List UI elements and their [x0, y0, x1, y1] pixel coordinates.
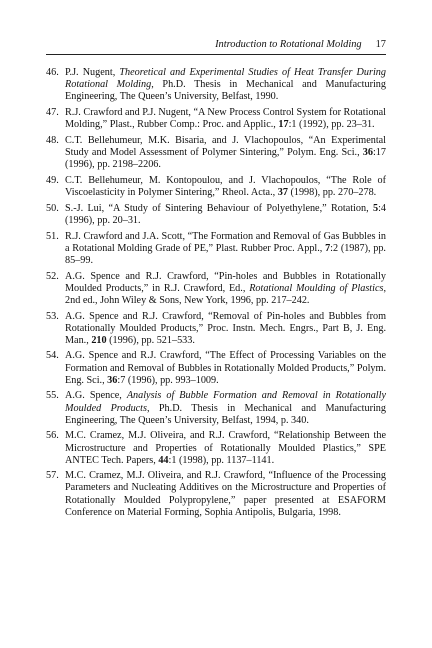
reference-text [65, 470, 386, 517]
reference-segment: A.G. Spence and R.J. Crawford, “The Effect of Processing Variables on the Formation and Removal of Bubbles in Rotationally Molded Products,” Polym. Eng. Sci., [65, 350, 386, 386]
reference-text [65, 135, 386, 170]
reference-segment: S.-J. Lui, “A Study of Sintering Behaviour of Polyethylene,” Rotation, [65, 202, 373, 214]
reference-item [46, 271, 386, 307]
reference-number: 47. [46, 106, 59, 118]
reference-number: 51. [46, 230, 59, 242]
reference-segment: :7 (1996), pp. 993–1009. [117, 374, 219, 386]
reference-text [65, 107, 386, 130]
reference-number: 49. [46, 174, 59, 186]
reference-segment: R.J. Crawford and P.J. Nugent, “A New Process Control System for Rotational Molding,” Plast., Rubber Comp.: Proc. and Applic., [65, 106, 386, 131]
reference-volume: 36 [107, 374, 118, 386]
reference-volume: 210 [91, 334, 107, 346]
reference-item [46, 311, 386, 347]
reference-item [46, 430, 386, 466]
reference-segment: A.G. Spence and R.J. Crawford, “Pin-holes and Bubbles in Rotationally Moulded Products,” in R.J. Crawford, Ed., [65, 270, 386, 294]
reference-segment: C.T. Bellehumeur, M.K. Bisaria, and J. Vlachopoulos, “An Experimental Study and Model Assessment of Polymer Sintering,” Polym. Eng. Sci., [65, 134, 386, 158]
reference-number: 54. [46, 350, 59, 362]
reference-segment: M.C. Cramez, M.J. Oliveira, and R.J. Crawford, “Influence of the Processing Parameters and Nucleating Additives on the Microstructure and Properties of Rotationally Moulded Polypropylene,” paper presented at ESAFORM Conference on Material Forming, Sophia Antipolis, Bulgaria, 1998. [65, 470, 386, 518]
reference-number: 53. [46, 310, 59, 322]
running-title: Introduction to Rotational Molding [215, 39, 362, 50]
reference-title-italic: Theoretical and Experimental Studies of Heat Transfer During Rotational Molding [65, 67, 386, 91]
reference-volume: 7 [325, 242, 331, 254]
reference-text [65, 203, 386, 226]
reference-number: 52. [46, 270, 59, 282]
reference-title-italic: Analysis of Bubble Formation and Removal in Rotationally Moulded Products [65, 390, 386, 414]
reference-item [46, 67, 386, 103]
reference-item [46, 203, 386, 227]
reference-segment: :2 (1987), pp. 85–99. [65, 242, 386, 266]
reference-text [65, 271, 386, 306]
reference-item [46, 175, 386, 199]
reference-volume: 37 [277, 186, 288, 198]
reference-item [46, 390, 386, 426]
reference-item [46, 470, 386, 518]
reference-number: 46. [46, 67, 59, 78]
running-header [46, 38, 386, 55]
reference-segment: , Ph.D. Thesis in Mechanical and Manufacturing Engineering, The Queen’s University, Belfast, 1990. [65, 79, 386, 103]
reference-item [46, 350, 386, 386]
reference-segment: R.J. Crawford and J.A. Scott, “The Formation and Removal of Gas Bubbles in a Rotational Molding Grade of PE,” Plast. Rubber Proc. Appl., [65, 230, 386, 254]
reference-text [65, 231, 386, 266]
reference-segment: P.J. Nugent, [65, 67, 120, 78]
reference-volume: 36 [362, 146, 373, 158]
reference-list [46, 67, 386, 522]
reference-text [65, 311, 386, 346]
reference-segment: (1998), pp. 270–278. [287, 186, 377, 198]
reference-segment: :1 (1998), pp. 1137–1141. [168, 454, 275, 466]
reference-segment: M.C. Cramez, M.J. Oliveira, and R.J. Crawford, “Relationship Between the Microstructure and Properties of Rotationally Moulded Plastics,” SPE ANTEC Tech. Papers, [65, 430, 386, 466]
reference-text [65, 390, 386, 425]
reference-item [46, 135, 386, 171]
reference-segment: , Ph.D. Thesis in Mechanical and Manufacturing Engineering, The Queen’s University, Belfast, 1994, p. 340. [65, 402, 386, 426]
page-number: 17 [375, 39, 386, 50]
reference-item [46, 107, 386, 131]
reference-number: 55. [46, 390, 59, 402]
reference-number: 57. [46, 470, 59, 482]
reference-number: 50. [46, 202, 59, 214]
reference-item [46, 231, 386, 267]
reference-segment: :1 (1992), pp. 23–31. [288, 119, 375, 131]
reference-segment: C.T. Bellehumeur, M. Kontopoulou, and J. Vlachopoulos, “The Role of Viscoelasticity in Polymer Sintering,” Rheol. Acta., [65, 174, 386, 198]
reference-segment: , 2nd ed., John Wiley & Sons, New York, 1996, pp. 217–242. [65, 282, 386, 306]
reference-volume: 44 [158, 454, 169, 466]
reference-number: 48. [46, 134, 59, 146]
reference-segment: A.G. Spence, [65, 390, 127, 402]
reference-segment: :4 (1996), pp. 20–31. [65, 202, 386, 226]
reference-text [65, 175, 386, 198]
reference-title-italic: Rotational Moulding of Plastics [249, 282, 384, 294]
reference-segment: :17 (1996), pp. 2198–2206. [65, 146, 386, 171]
reference-segment: (1996), pp. 521–533. [106, 334, 195, 346]
reference-volume: 5 [372, 202, 379, 214]
reference-number: 56. [46, 430, 59, 442]
reference-text [65, 67, 386, 102]
reference-segment: A.G. Spence and R.J. Crawford, “Removal of Pin-holes and Bubbles from Rotationally Moulded Products,” Proc. Instn. Mech. Engrs., Part B, J. Eng. Man., [65, 310, 386, 346]
reference-text [65, 350, 386, 385]
reference-text [65, 430, 386, 465]
reference-volume: 17 [278, 119, 289, 131]
